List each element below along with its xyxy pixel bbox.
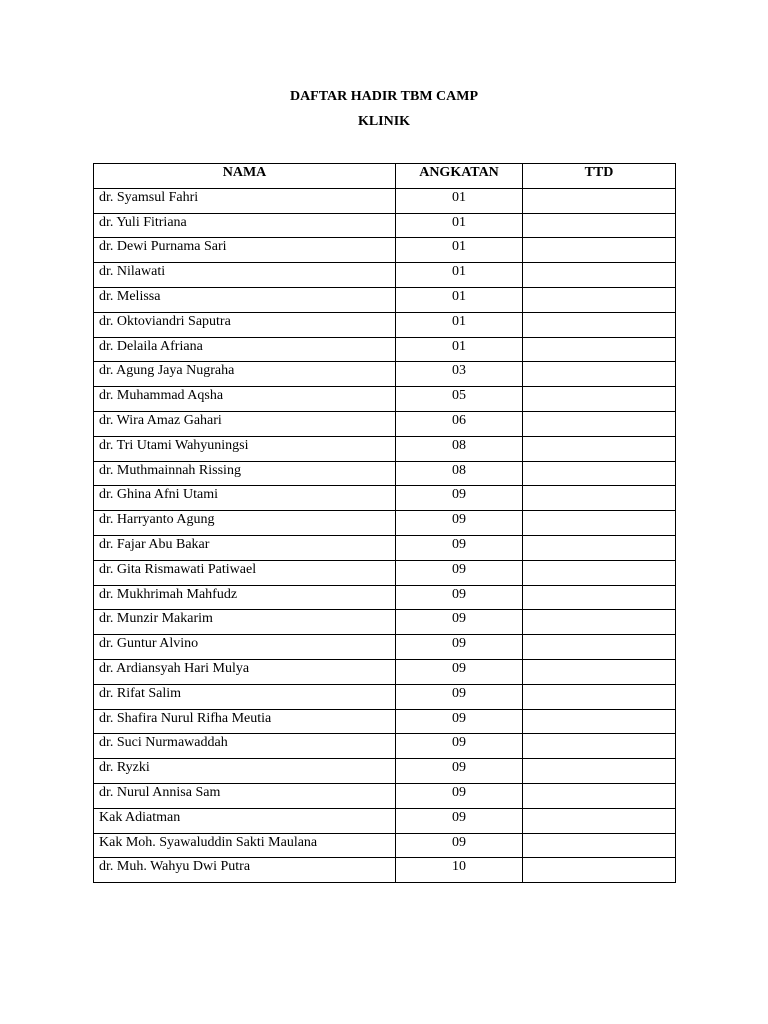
cell-nama: dr. Wira Amaz Gahari: [94, 411, 396, 436]
cell-ttd: [523, 213, 676, 238]
cell-nama: dr. Nurul Annisa Sam: [94, 783, 396, 808]
table-row: [94, 783, 676, 808]
cell-ttd: [523, 808, 676, 833]
table-header-row: [94, 164, 676, 189]
cell-ttd: [523, 387, 676, 412]
table-row: [94, 734, 676, 759]
cell-angkatan: 01: [396, 213, 523, 238]
cell-angkatan: 10: [396, 858, 523, 883]
cell-angkatan: 09: [396, 585, 523, 610]
cell-angkatan: 09: [396, 486, 523, 511]
cell-angkatan: 08: [396, 461, 523, 486]
cell-angkatan: 03: [396, 362, 523, 387]
document-subtitle: KLINIK: [357, 114, 411, 129]
cell-nama: Kak Adiatman: [94, 808, 396, 833]
cell-angkatan: 09: [396, 684, 523, 709]
cell-ttd: [523, 287, 676, 312]
cell-angkatan: 01: [396, 238, 523, 263]
header-angkatan: ANGKATAN: [396, 164, 523, 189]
cell-ttd: [523, 759, 676, 784]
header-nama: NAMA: [94, 164, 396, 189]
cell-nama: dr. Nilawati: [94, 263, 396, 288]
cell-nama: dr. Mukhrimah Mahfudz: [94, 585, 396, 610]
table-row: [94, 238, 676, 263]
attendance-table: [93, 163, 676, 883]
table-row: [94, 387, 676, 412]
cell-angkatan: 01: [396, 263, 523, 288]
cell-angkatan: 09: [396, 659, 523, 684]
table-row: [94, 213, 676, 238]
cell-ttd: [523, 783, 676, 808]
table-row: [94, 610, 676, 635]
cell-ttd: [523, 188, 676, 213]
cell-nama: dr. Muhammad Aqsha: [94, 387, 396, 412]
cell-angkatan: 01: [396, 287, 523, 312]
table-row: [94, 411, 676, 436]
table-row: [94, 833, 676, 858]
cell-nama: dr. Syamsul Fahri: [94, 188, 396, 213]
table-row: [94, 263, 676, 288]
cell-nama: dr. Ghina Afni Utami: [94, 486, 396, 511]
cell-nama: dr. Melissa: [94, 287, 396, 312]
cell-ttd: [523, 337, 676, 362]
cell-nama: dr. Harryanto Agung: [94, 511, 396, 536]
cell-ttd: [523, 511, 676, 536]
cell-angkatan: 01: [396, 337, 523, 362]
cell-ttd: [523, 684, 676, 709]
cell-nama: dr. Suci Nurmawaddah: [94, 734, 396, 759]
table-row: [94, 362, 676, 387]
table-row: [94, 486, 676, 511]
cell-ttd: [523, 610, 676, 635]
table-row: [94, 312, 676, 337]
cell-angkatan: 09: [396, 734, 523, 759]
cell-nama: dr. Ardiansyah Hari Mulya: [94, 659, 396, 684]
cell-ttd: [523, 312, 676, 337]
cell-ttd: [523, 411, 676, 436]
cell-ttd: [523, 560, 676, 585]
cell-nama: dr. Oktoviandri Saputra: [94, 312, 396, 337]
cell-angkatan: 09: [396, 560, 523, 585]
cell-ttd: [523, 585, 676, 610]
cell-ttd: [523, 833, 676, 858]
cell-nama: dr. Agung Jaya Nugraha: [94, 362, 396, 387]
cell-ttd: [523, 486, 676, 511]
document-title: DAFTAR HADIR TBM CAMP: [289, 89, 479, 104]
cell-ttd: [523, 858, 676, 883]
header-ttd: TTD: [523, 164, 676, 189]
cell-ttd: [523, 635, 676, 660]
table-body: [94, 188, 676, 882]
cell-nama: dr. Yuli Fitriana: [94, 213, 396, 238]
table-row: [94, 684, 676, 709]
cell-ttd: [523, 238, 676, 263]
cell-angkatan: 09: [396, 833, 523, 858]
cell-nama: dr. Munzir Makarim: [94, 610, 396, 635]
cell-ttd: [523, 461, 676, 486]
cell-angkatan: 01: [396, 312, 523, 337]
cell-nama: dr. Dewi Purnama Sari: [94, 238, 396, 263]
cell-angkatan: 09: [396, 709, 523, 734]
cell-nama: dr. Guntur Alvino: [94, 635, 396, 660]
table-row: [94, 585, 676, 610]
cell-nama: dr. Tri Utami Wahyuningsi: [94, 436, 396, 461]
cell-ttd: [523, 659, 676, 684]
cell-angkatan: 09: [396, 535, 523, 560]
cell-nama: dr. Ryzki: [94, 759, 396, 784]
cell-ttd: [523, 709, 676, 734]
table-row: [94, 560, 676, 585]
table-row: [94, 461, 676, 486]
cell-nama: dr. Muthmainnah Rissing: [94, 461, 396, 486]
cell-angkatan: 09: [396, 511, 523, 536]
cell-angkatan: 08: [396, 436, 523, 461]
cell-angkatan: 06: [396, 411, 523, 436]
table-row: [94, 436, 676, 461]
cell-angkatan: 05: [396, 387, 523, 412]
table-row: [94, 535, 676, 560]
cell-nama: dr. Delaila Afriana: [94, 337, 396, 362]
cell-nama: dr. Rifat Salim: [94, 684, 396, 709]
table-row: [94, 337, 676, 362]
cell-angkatan: 09: [396, 635, 523, 660]
table-row: [94, 287, 676, 312]
cell-ttd: [523, 436, 676, 461]
cell-nama: dr. Gita Rismawati Patiwael: [94, 560, 396, 585]
table-row: [94, 858, 676, 883]
table-row: [94, 759, 676, 784]
cell-nama: dr. Muh. Wahyu Dwi Putra: [94, 858, 396, 883]
cell-angkatan: 01: [396, 188, 523, 213]
table-row: [94, 659, 676, 684]
cell-nama: dr. Fajar Abu Bakar: [94, 535, 396, 560]
table-row: [94, 511, 676, 536]
table-row: [94, 188, 676, 213]
table-row: [94, 808, 676, 833]
cell-ttd: [523, 535, 676, 560]
table-row: [94, 635, 676, 660]
cell-ttd: [523, 734, 676, 759]
cell-angkatan: 09: [396, 808, 523, 833]
cell-ttd: [523, 263, 676, 288]
cell-angkatan: 09: [396, 759, 523, 784]
cell-angkatan: 09: [396, 783, 523, 808]
table-row: [94, 709, 676, 734]
cell-angkatan: 09: [396, 610, 523, 635]
cell-nama: Kak Moh. Syawaluddin Sakti Maulana: [94, 833, 396, 858]
cell-nama: dr. Shafira Nurul Rifha Meutia: [94, 709, 396, 734]
cell-ttd: [523, 362, 676, 387]
